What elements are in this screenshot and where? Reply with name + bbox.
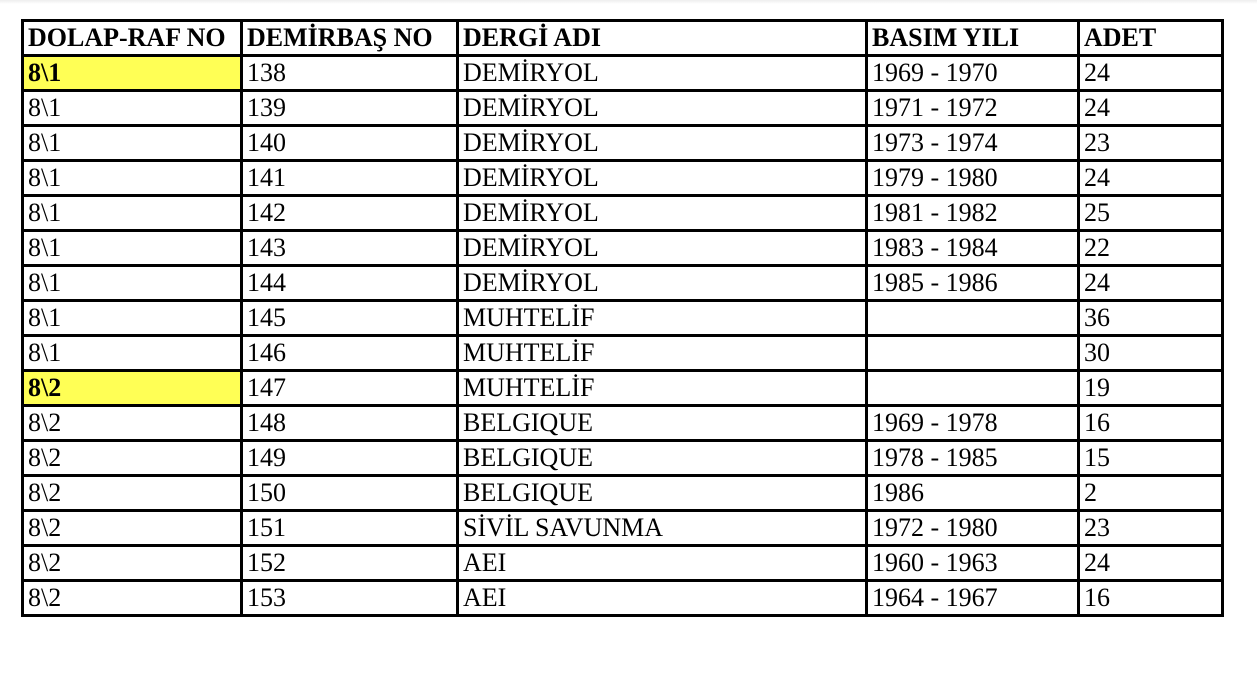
header-journal-title: DERGİ ADI xyxy=(458,21,867,56)
cell-publication-year: 1983 - 1984 xyxy=(867,231,1079,266)
cell-shelf: 8\1 xyxy=(23,56,242,91)
cell-journal-title: DEMİRYOL xyxy=(458,56,867,91)
cell-count: 30 xyxy=(1079,336,1223,371)
cell-journal-title: DEMİRYOL xyxy=(458,161,867,196)
cell-count: 24 xyxy=(1079,56,1223,91)
cell-inventory-no: 138 xyxy=(242,56,458,91)
cell-journal-title: SİVİL SAVUNMA xyxy=(458,511,867,546)
cell-publication-year xyxy=(867,336,1079,371)
cell-inventory-no: 146 xyxy=(242,336,458,371)
cell-journal-title: MUHTELİF xyxy=(458,336,867,371)
table-row xyxy=(23,126,1223,161)
cell-publication-year: 1985 - 1986 xyxy=(867,266,1079,301)
cell-inventory-no: 152 xyxy=(242,546,458,581)
table-row xyxy=(23,91,1223,126)
cell-shelf: 8\2 xyxy=(23,546,242,581)
cell-publication-year: 1986 xyxy=(867,476,1079,511)
cell-shelf: 8\2 xyxy=(23,371,242,406)
cell-journal-title: DEMİRYOL xyxy=(458,231,867,266)
cell-publication-year xyxy=(867,301,1079,336)
header-publication-year: BASIM YILI xyxy=(867,21,1079,56)
cell-count: 16 xyxy=(1079,581,1223,616)
cell-count: 22 xyxy=(1079,231,1223,266)
cell-journal-title: MUHTELİF xyxy=(458,371,867,406)
table-body xyxy=(23,56,1223,616)
cell-inventory-no: 145 xyxy=(242,301,458,336)
cell-publication-year: 1973 - 1974 xyxy=(867,126,1079,161)
cell-journal-title: AEI xyxy=(458,546,867,581)
cell-count: 15 xyxy=(1079,441,1223,476)
cell-publication-year xyxy=(867,371,1079,406)
header-row xyxy=(23,21,1223,56)
cell-inventory-no: 141 xyxy=(242,161,458,196)
top-edge-shadow xyxy=(0,0,1257,4)
header-inventory-no: DEMİRBAŞ NO xyxy=(242,21,458,56)
cell-shelf: 8\2 xyxy=(23,406,242,441)
cell-journal-title: BELGIQUE xyxy=(458,406,867,441)
cell-inventory-no: 139 xyxy=(242,91,458,126)
cell-count: 24 xyxy=(1079,161,1223,196)
cell-shelf: 8\1 xyxy=(23,266,242,301)
cell-shelf: 8\1 xyxy=(23,126,242,161)
cell-count: 16 xyxy=(1079,406,1223,441)
cell-shelf: 8\2 xyxy=(23,441,242,476)
cell-count: 23 xyxy=(1079,126,1223,161)
cell-inventory-no: 149 xyxy=(242,441,458,476)
cell-shelf: 8\1 xyxy=(23,231,242,266)
cell-count: 19 xyxy=(1079,371,1223,406)
cell-publication-year: 1971 - 1972 xyxy=(867,91,1079,126)
cell-count: 25 xyxy=(1079,196,1223,231)
cell-journal-title: DEMİRYOL xyxy=(458,196,867,231)
table-row xyxy=(23,441,1223,476)
cell-publication-year: 1981 - 1982 xyxy=(867,196,1079,231)
table-row xyxy=(23,371,1223,406)
table-row xyxy=(23,406,1223,441)
table-row xyxy=(23,476,1223,511)
table-row xyxy=(23,581,1223,616)
cell-journal-title: DEMİRYOL xyxy=(458,266,867,301)
header-shelf: DOLAP-RAF NO xyxy=(23,21,242,56)
cell-count: 23 xyxy=(1079,511,1223,546)
cell-inventory-no: 148 xyxy=(242,406,458,441)
cell-publication-year: 1964 - 1967 xyxy=(867,581,1079,616)
cell-publication-year: 1960 - 1963 xyxy=(867,546,1079,581)
cell-inventory-no: 140 xyxy=(242,126,458,161)
table-row xyxy=(23,161,1223,196)
cell-count: 2 xyxy=(1079,476,1223,511)
table-row xyxy=(23,511,1223,546)
cell-count: 24 xyxy=(1079,91,1223,126)
cell-journal-title: BELGIQUE xyxy=(458,476,867,511)
cell-inventory-no: 151 xyxy=(242,511,458,546)
cell-publication-year: 1978 - 1985 xyxy=(867,441,1079,476)
cell-journal-title: MUHTELİF xyxy=(458,301,867,336)
table-row xyxy=(23,546,1223,581)
cell-inventory-no: 153 xyxy=(242,581,458,616)
table-row xyxy=(23,56,1223,91)
cell-inventory-no: 147 xyxy=(242,371,458,406)
cell-journal-title: AEI xyxy=(458,581,867,616)
cell-publication-year: 1969 - 1970 xyxy=(867,56,1079,91)
table-row xyxy=(23,266,1223,301)
table-row xyxy=(23,336,1223,371)
cell-count: 36 xyxy=(1079,301,1223,336)
table-row xyxy=(23,301,1223,336)
cell-shelf: 8\1 xyxy=(23,91,242,126)
cell-shelf: 8\1 xyxy=(23,161,242,196)
cell-inventory-no: 144 xyxy=(242,266,458,301)
cell-shelf: 8\2 xyxy=(23,581,242,616)
cell-shelf: 8\1 xyxy=(23,301,242,336)
cell-shelf: 8\1 xyxy=(23,336,242,371)
cell-publication-year: 1979 - 1980 xyxy=(867,161,1079,196)
cell-shelf: 8\2 xyxy=(23,476,242,511)
cell-publication-year: 1972 - 1980 xyxy=(867,511,1079,546)
table-row xyxy=(23,196,1223,231)
cell-journal-title: DEMİRYOL xyxy=(458,126,867,161)
cell-shelf: 8\1 xyxy=(23,196,242,231)
cell-journal-title: BELGIQUE xyxy=(458,441,867,476)
header-count: ADET xyxy=(1079,21,1223,56)
cell-shelf: 8\2 xyxy=(23,511,242,546)
cell-count: 24 xyxy=(1079,546,1223,581)
table-row xyxy=(23,231,1223,266)
journal-inventory-table xyxy=(21,19,1224,617)
cell-inventory-no: 143 xyxy=(242,231,458,266)
cell-publication-year: 1969 - 1978 xyxy=(867,406,1079,441)
cell-count: 24 xyxy=(1079,266,1223,301)
cell-journal-title: DEMİRYOL xyxy=(458,91,867,126)
cell-inventory-no: 150 xyxy=(242,476,458,511)
cell-inventory-no: 142 xyxy=(242,196,458,231)
